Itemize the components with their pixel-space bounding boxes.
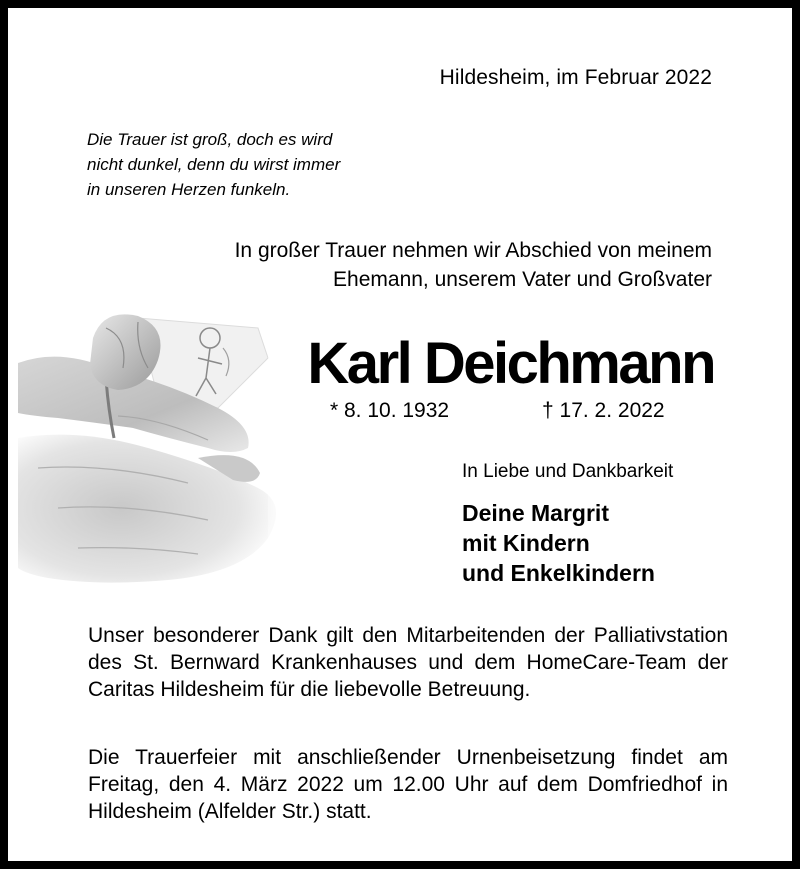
intro-text [235, 236, 712, 294]
thanks-paragraph: Unser besonderer Dank gilt den Mitarbeitenden der Palliativstation des St. Bernward Krankenhauses und dem HomeCare-Team der Caritas Hildesheim für die liebevolle Betreuung. [88, 624, 728, 701]
intro-line: In großer Trauer nehmen wir Abschied von meinem [234, 239, 712, 262]
quote-line: in unseren Herzen funkeln. [87, 180, 291, 199]
signers-block [462, 498, 655, 588]
death-date: † 17. 2. 2022 [542, 399, 665, 422]
deceased-name: Karl Deichmann [307, 331, 714, 396]
signer-line: mit Kindern [462, 530, 590, 556]
quote-line: nicht dunkel, denn du wirst immer [87, 155, 341, 174]
memorial-quote [87, 127, 340, 202]
signer-line: und Enkelkindern [462, 560, 655, 586]
place-date: Hildesheim, im Februar 2022 [439, 66, 712, 89]
birth-date: * 8. 10. 1932 [330, 399, 450, 422]
intro-line: Ehemann, unserem Vater und Großvater [333, 268, 712, 291]
ceremony-paragraph: Die Trauerfeier mit anschließender Urnenbeisetzung findet am Freitag, den 4. März 2022 um 12.00 Uhr auf dem Domfriedhof in Hildesheim (Alfelder Str.) statt. [88, 746, 728, 823]
quote-line: Die Trauer ist groß, doch es wird [87, 130, 333, 149]
signer-line: Deine Margrit [462, 500, 609, 526]
dedication-line: In Liebe und Dankbarkeit [462, 461, 674, 482]
